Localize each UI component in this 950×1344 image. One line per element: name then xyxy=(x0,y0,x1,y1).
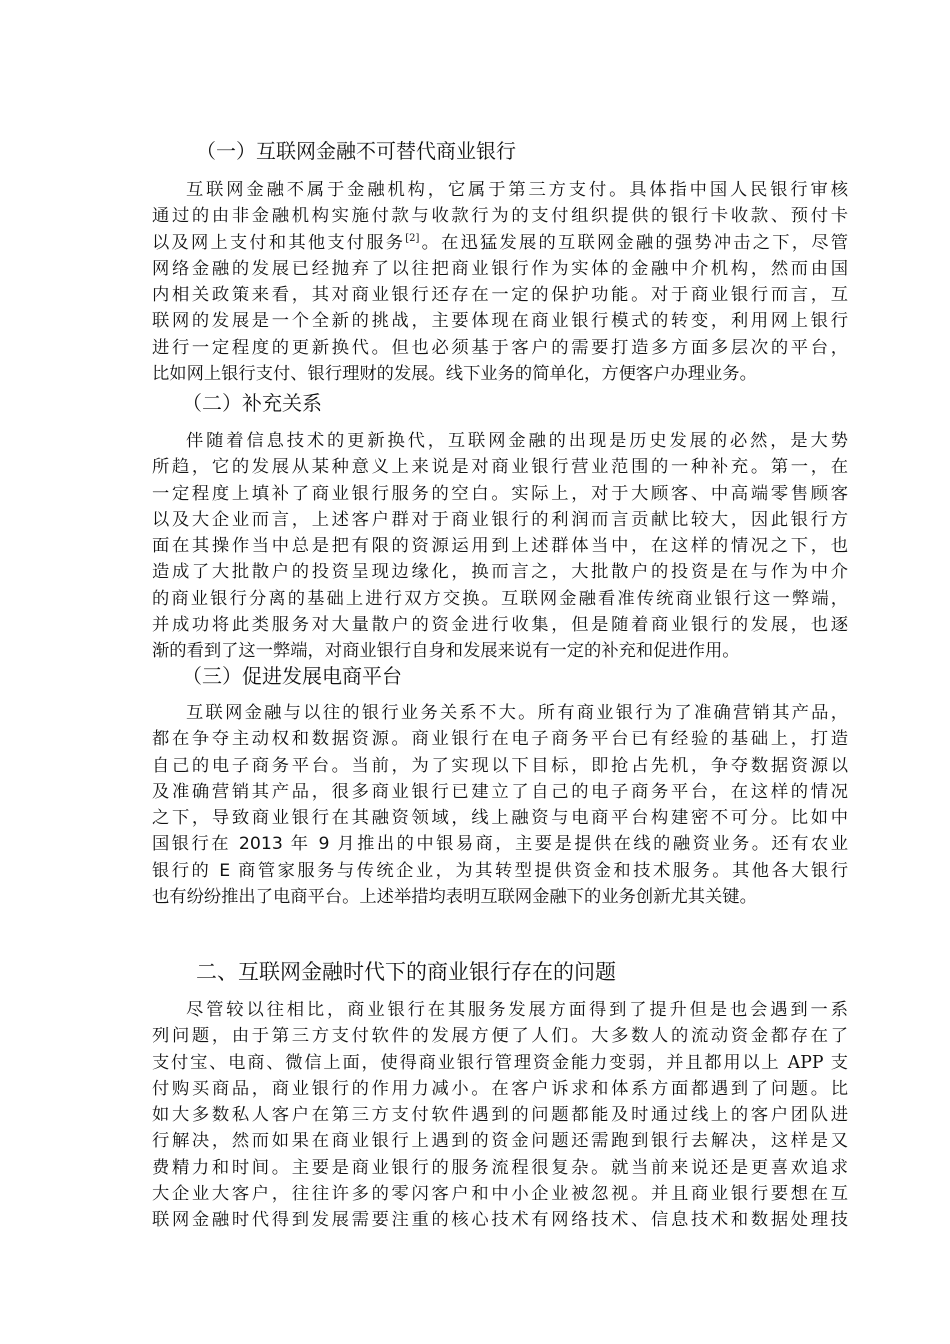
paragraph-line xyxy=(152,230,848,256)
paragraph-line: 并成功将此类服务对大量散户的资金进行收集，但是随着商业银行的发展，也逐 xyxy=(152,615,848,636)
paragraph-line: 造成了大批散户的投资呈现边缘化，换而言之，大批散户的投资是在与作为中介 xyxy=(152,562,848,583)
paragraph-line: 自己的电子商务平台。当前，为了实现以下目标，即抢占先机，争夺数据资源以 xyxy=(152,755,848,776)
paragraph-line: 所趋，它的发展从某种意义上来说是对商业银行营业范围的一种补充。第一，在 xyxy=(152,457,848,478)
paragraph-text: 国银行在 xyxy=(152,834,239,855)
paragraph-line: 费精力和时间。主要是商业银行的服务流程很复杂。就当前来说还是更喜欢追求 xyxy=(152,1157,848,1178)
paragraph-line: 的商业银行分离的基础上进行双方交换。互联网金融看准传统商业银行这一弊端， xyxy=(152,588,848,609)
paragraph-1 xyxy=(152,177,848,387)
paragraph-line: 互联网金融与以往的银行业务关系不大。所有商业银行为了准确营销其产品， xyxy=(186,703,848,723)
paragraph-line xyxy=(152,858,848,884)
e-letter: E xyxy=(219,860,231,881)
paragraph-line: 以及大企业而言，上述客户群对于商业银行的利润而言贡献比较大，因此银行方 xyxy=(152,509,848,530)
paragraph-line: 互联网金融不属于金融机构，它属于第三方支付。具体指中国人民银行审核 xyxy=(186,180,848,200)
section-heading-1: （一）互联网金融不可替代商业银行 xyxy=(196,139,516,163)
citation-reference: [2] xyxy=(405,232,420,244)
section-heading-2: （二）补充关系 xyxy=(182,391,322,415)
section-heading-3: （三）促进发展电商平台 xyxy=(182,664,402,688)
paragraph-line: 行解决，然而如果在商业银行上遇到的资金问题还需跑到银行去解决，这样是又 xyxy=(152,1131,848,1152)
paragraph-line: 通过的由非金融机构实施付款与收款行为的支付组织提供的银行卡收款、预付卡 xyxy=(152,206,848,227)
paragraph-line: 如大多数私人客户在第三方支付软件遇到的问题都能及时通过线上的客户团队进 xyxy=(152,1105,848,1126)
paragraph-text: 银行的 xyxy=(152,860,220,881)
paragraph-line: 联网金融时代得到发展需要注重的核心技术有网络技术、信息技术和数据处理技 xyxy=(152,1210,848,1231)
paragraph-line: 伴随着信息技术的更新换代，互联网金融的出现是历史发展的必然，是大势 xyxy=(186,431,848,451)
paragraph-line: 面在其操作当中总是把有限的资源运用到上述群体当中，在这样的情况之下，也 xyxy=(152,536,848,557)
paragraph-line: 联网的发展是一个全新的挑战，主要体现在商业银行模式的转变，利用网上银行 xyxy=(152,311,848,332)
paragraph-line: 内相关政策来看，其对商业银行还存在一定的保护功能。对于商业银行而言，互 xyxy=(152,285,848,306)
paragraph-line: 尽管较以往相比，商业银行在其服务发展方面得到了提升但是也会遇到一系 xyxy=(186,1000,848,1020)
paragraph-4 xyxy=(152,997,848,1234)
paragraph-text: 。在迅猛发展的互联网金融的强势冲击之下，尽管 xyxy=(419,232,848,253)
paragraph-line xyxy=(152,831,848,857)
chapter-heading: 二、互联网金融时代下的商业银行存在的问题 xyxy=(196,960,616,984)
paragraph-line: 之下，导致商业银行在其融资领域，线上融资与电商平台构建密不可分。比如中 xyxy=(152,808,848,829)
paragraph-text: 月推出的中银易商，主要是提供在线的融资业务。还有农业 xyxy=(329,834,848,855)
paragraph-text: 商管家服务与传统企业，为其转型提供资金和技术服务。其他各大银行 xyxy=(230,860,848,881)
paragraph-line: 都在争夺主动权和数据资源。商业银行在电子商务平台已有经验的基础上，打造 xyxy=(152,729,848,750)
paragraph-line: 比如网上银行支付、银行理财的发展。线下业务的简单化，方便客户办理业务。 xyxy=(152,364,757,385)
paragraph-line: 网络金融的发展已经抛弃了以往把商业银行作为实体的金融中介机构，然而由国 xyxy=(152,258,848,279)
year-value: 2013 xyxy=(238,834,283,855)
paragraph-line: 付购买商品，商业银行的作用力减小。在客户诉求和体系方面都遇到了问题。比 xyxy=(152,1078,848,1099)
paragraph-3 xyxy=(152,700,848,910)
paragraph-text: 年 xyxy=(282,834,319,855)
paragraph-line: 大企业大客户，往往许多的零闪客户和中小企业被忽视。并且商业银行要想在互 xyxy=(152,1184,848,1205)
paragraph-line: 渐的看到了这一弊端，对商业银行自身和发展来说有一定的补充和促进作用。 xyxy=(152,641,740,662)
paragraph-line: 及准确营销其产品，很多商业银行已建立了自己的电子商务平台，在这样的情况 xyxy=(152,781,848,802)
paragraph-line: 支付宝、电商、微信上面，使得商业银行管理资金能力变弱，并且都用以上 APP 支 xyxy=(152,1052,848,1073)
paragraph-line: 一定程度上填补了商业银行服务的空白。实际上，对于大顾客、中高端零售顾客 xyxy=(152,483,848,504)
paragraph-text: 以及网上支付和其他支付服务 xyxy=(152,232,406,253)
paragraph-line: 也有纷纷推出了电商平台。上述举措均表明互联网金融下的业务创新尤其关键。 xyxy=(152,887,757,908)
paragraph-2 xyxy=(152,428,848,665)
paragraph-line: 列问题，由于第三方支付软件的发展方便了人们。大多数人的流动资金都存在了 xyxy=(152,1026,848,1047)
paragraph-line: 进行一定程度的更新换代。但也必须基于客户的需要打造多方面多层次的平台， xyxy=(152,337,848,358)
month-value: 9 xyxy=(318,834,330,855)
